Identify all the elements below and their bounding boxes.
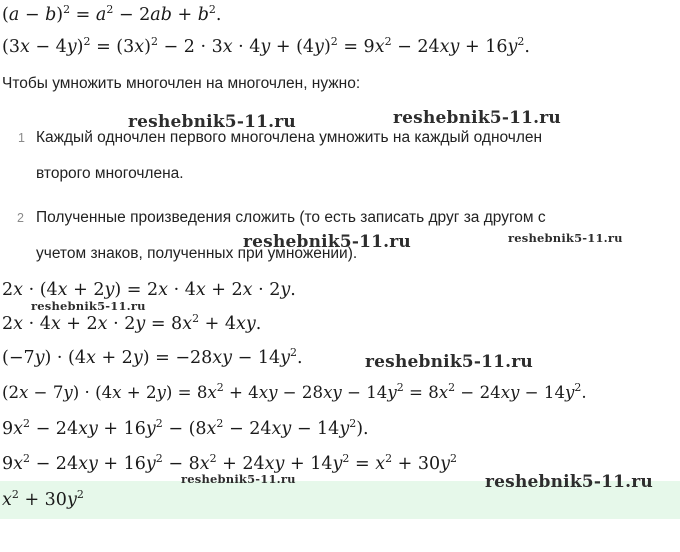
watermark: reshebnik5-11.ru — [181, 472, 296, 486]
step-number-1: 1 — [18, 131, 25, 145]
watermark: reshebnik5-11.ru — [128, 112, 296, 132]
calc-line-6: $9x^2 - 24xy + 16y^2 - 8x^2 + 24xy + 14y^2 = x^2 + 30y^2$ — [2, 452, 458, 474]
calc-line-4: $(2x - 7y) \cdot (4x + 2y) = 8x^2 + 4xy - 28xy - 14y^2 = 8x^2 - 24xy - 14y^2$. — [2, 381, 587, 402]
watermark: reshebnik5-11.ru — [243, 232, 411, 252]
watermark: reshebnik5-11.ru — [365, 352, 533, 372]
step-2-line-2: учетом знаков, полученных при умножении). — [36, 245, 358, 262]
step-number-2: 2 — [17, 211, 24, 225]
watermark: reshebnik5-11.ru — [393, 108, 561, 128]
rule-intro: Чтобы умножить многочлен на многочлен, нужно: — [2, 75, 361, 92]
step-1-line-1: Каждый одночлен первого многочлена умножить на каждый одночлен — [36, 129, 543, 146]
calc-line-5: $9x^2 - 24xy + 16y^2 - (8x^2 - 24xy - 14y^2)$. — [2, 417, 369, 439]
calc-line-3: $(-7y) \cdot (4x + 2y) = -28xy - 14y^2$. — [2, 346, 303, 368]
watermark: reshebnik5-11.ru — [31, 299, 146, 313]
step-1-line-2: второго многочлена. — [36, 165, 184, 182]
answer: $x^2 + 30y^2$ — [2, 488, 84, 510]
step-2-line-1: Полученные произведения сложить (то есть записать друг за другом с — [36, 209, 546, 226]
calc-line-1: 2x · (4x + 2y) = 2x · 4x + 2x · 2y. — [2, 280, 296, 300]
calc-line-2: $2x \cdot 4x + 2x \cdot 2y = 8x^2 + 4xy$. — [2, 312, 262, 334]
formula-identity: $(a - b)^2 = a^2 - 2ab + b^2$. — [2, 3, 222, 25]
watermark: reshebnik5-11.ru — [508, 231, 623, 245]
formula-expansion: $(3x - 4y)^2 = (3x)^2 - 2 \cdot 3x \cdot 4y + (4y)^2 = 9x^2 - 24xy + 16y^2$. — [2, 35, 530, 57]
watermark: reshebnik5-11.ru — [485, 472, 653, 492]
